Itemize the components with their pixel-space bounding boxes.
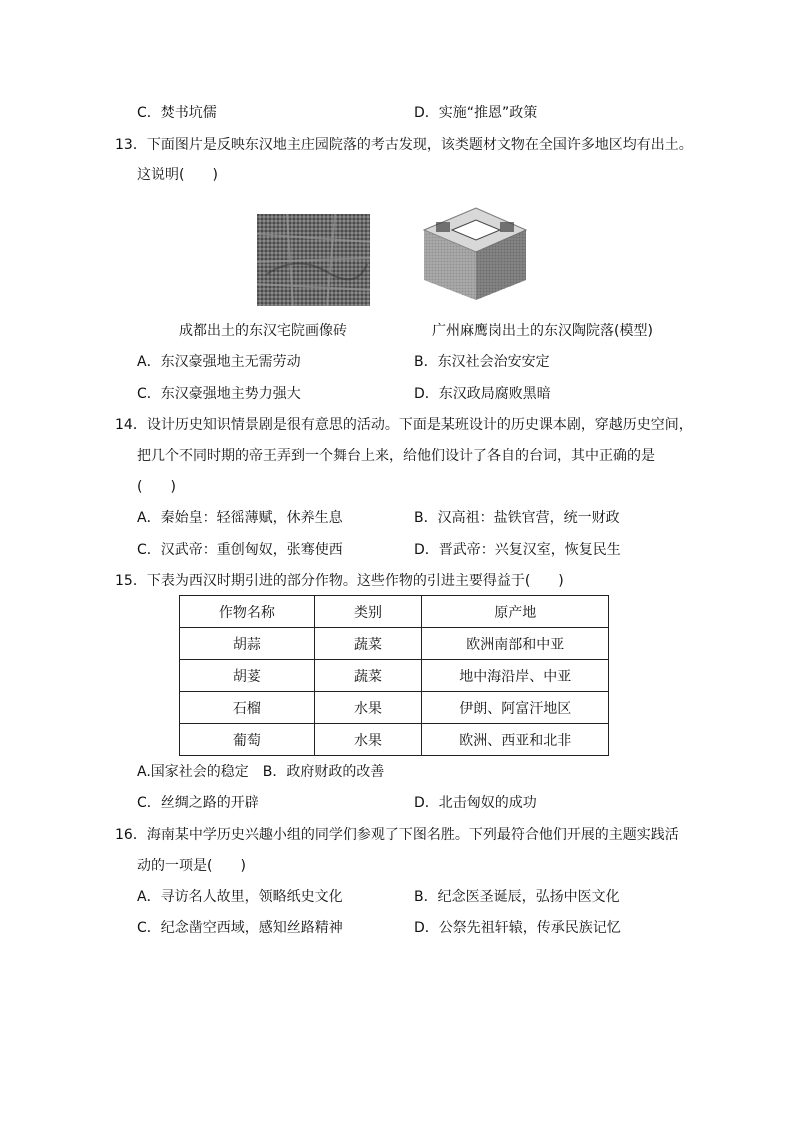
cell-crop-name: 胡蒜 <box>180 628 315 660</box>
caption-chengdu-brick: 成都出土的东汉宅院画像砖 <box>179 323 347 339</box>
q13-option-b: B．东汉社会治安安定 <box>414 354 550 370</box>
q12-option-c: C．焚书坑儒 <box>137 105 217 121</box>
cell-origin: 地中海沿岸、中亚 <box>422 660 609 692</box>
cell-origin: 欧洲南部和中亚 <box>422 628 609 660</box>
cell-crop-name: 胡荽 <box>180 660 315 692</box>
q12-option-d: D．实施“推恩”政策 <box>414 105 538 121</box>
cell-category: 水果 <box>314 692 422 724</box>
q15-stem-line1: 15．下表为西汉时期引进的部分作物。这些作物的引进主要得益于( ) <box>115 573 564 589</box>
q16-option-a: A．寻访名人故里，领略纸史文化 <box>137 889 343 905</box>
table-row <box>180 628 609 660</box>
caption-guangzhou-model: 广州麻鹰岗出土的东汉陶院落(模型) <box>432 323 653 339</box>
q14-stem-line3: ( ) <box>137 479 176 495</box>
cell-category: 水果 <box>314 724 422 756</box>
q15-option-c: C．丝绸之路的开辟 <box>137 795 259 811</box>
q14-option-b: B．汉高祖：盐铁官营，统一财政 <box>414 510 620 526</box>
q16-option-d: D．公祭先祖轩辕，传承民族记忆 <box>414 920 621 936</box>
guangzhou-pottery-courtyard-model-image <box>416 200 532 306</box>
table-header-row <box>180 596 609 628</box>
q13-option-c: C．东汉豪强地主势力强大 <box>137 386 301 402</box>
header-origin: 原产地 <box>422 596 609 628</box>
q13-option-d: D．东汉政局腐败黑暗 <box>414 386 551 402</box>
q14-stem-line2: 把几个不同时期的帝王弄到一个舞台上来，给他们设计了各自的台词，其中正确的是 <box>137 448 655 464</box>
crops-table <box>179 595 609 756</box>
cell-origin: 伊朗、阿富汗地区 <box>422 692 609 724</box>
header-crop-name: 作物名称 <box>180 596 315 628</box>
cell-crop-name: 葡萄 <box>180 724 315 756</box>
q16-option-b: B．纪念医圣诞辰，弘扬中医文化 <box>414 889 620 905</box>
q13-stem-line2: 这说明( ) <box>137 167 218 183</box>
q13-stem-line1: 13．下面图片是反映东汉地主庄园院落的考古发现，该类题材文物在全国许多地区均有出土。 <box>115 137 693 153</box>
q16-option-c: C．纪念凿空西域，感知丝路精神 <box>137 920 343 936</box>
q15-option-a-b: A.国家社会的稳定 B．政府财政的改善 <box>137 764 385 780</box>
table-row <box>180 724 609 756</box>
table-row <box>180 692 609 724</box>
chengdu-brick-relief-image <box>257 214 370 306</box>
q15-option-d: D．北击匈奴的成功 <box>414 795 537 811</box>
cell-crop-name: 石榴 <box>180 692 315 724</box>
q16-stem-line1: 16．海南某中学历史兴趣小组的同学们参观了下图名胜。下列最符合他们开展的主题实践活 <box>115 827 679 843</box>
q14-option-c: C．汉武帝：重创匈奴，张骞使西 <box>137 542 343 558</box>
q16-stem-line2: 动的一项是( ) <box>137 858 246 874</box>
header-category: 类别 <box>314 596 422 628</box>
q14-option-d: D．晋武帝：兴复汉室，恢复民生 <box>414 542 621 558</box>
q14-stem-line1: 14．设计历史知识情景剧是很有意思的活动。下面是某班设计的历史课本剧，穿越历史空间， <box>115 417 693 433</box>
cell-category: 蔬菜 <box>314 628 422 660</box>
q14-option-a: A．秦始皇：轻徭薄赋，休养生息 <box>137 510 343 526</box>
cell-category: 蔬菜 <box>314 660 422 692</box>
table-row <box>180 660 609 692</box>
q13-option-a: A．东汉豪强地主无需劳动 <box>137 354 301 370</box>
cell-origin: 欧洲、西亚和北非 <box>422 724 609 756</box>
